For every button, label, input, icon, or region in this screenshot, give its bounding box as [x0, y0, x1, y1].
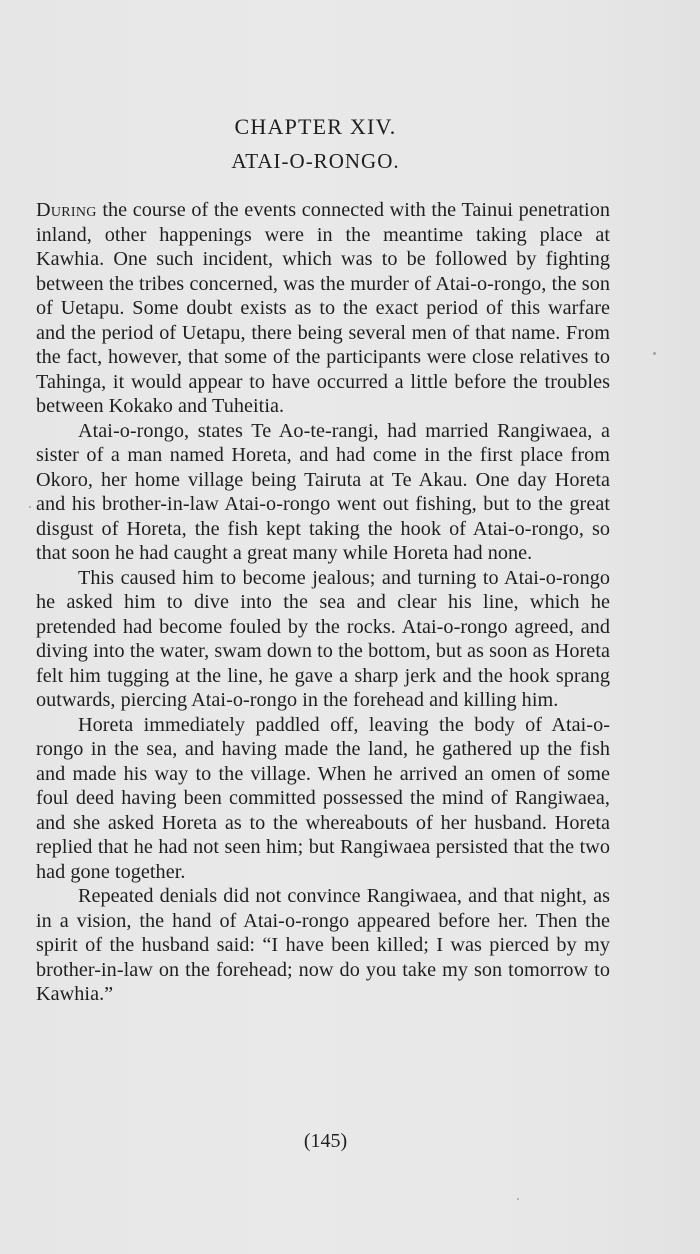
paragraph: This caused him to become jealous; and turning to Atai-o-rongo he asked him to dive into the sea and clear his line, which he pretended had become fouled by the rocks. Atai-o-rongo agreed, and diving into the water, swam down to the bottom, but as soon as Horeta felt him tugging at the line, he gave a sharp jerk and the hook sprang outwards, piercing Atai-o-rongo in the forehead and killing him. [36, 566, 610, 711]
chapter-heading: CHAPTER XIV. [234, 114, 397, 139]
paragraph: Repeated denials did not convince Rangiwaea, and that night, as in a vision, the hand of Atai-o-rongo appeared before her. Then the spirit of the husband said: “I have been killed; I was pierced by my brother-in-law on the forehead; now do you take my son tomorrow to Kawhia.” [36, 885, 610, 1005]
paragraph: Atai-o-rongo, states Te Ao-te-rangi, had married Rangiwaea, a sister of a man named Horeta, and had come in the first place from Okoro, her home village being Tairuta at Te Akau. One day Horeta and his brother-in-law Atai-o-rongo went out fishing, but to the great disgust of Horeta, the fish kept taking the hook of Atai-o-rongo, so that soon he had caught a great many while Horeta had none. [36, 419, 610, 564]
body-text [36, 198, 610, 1007]
chapter-title: ATAI-O-RONGO. [231, 149, 400, 173]
page-number: (145) [303, 1130, 348, 1152]
paragraph [36, 198, 610, 419]
paragraph-text: the course of the events connected with the Tainui penetration inland, other happenings were in the meantime taking place at Kawhia. One such incident, which was to be followed by fighting between the tribes concerned, was the murder of Atai-o-rongo, the son of Uetapu. Some doubt exists as to the exact period of this warfare and the period of Uetapu, there being several men of that name. From the fact, however, that some of the participants were close relatives to Tahinga, it would appear to have occurred a little before the troubles between Kokako and Tuheitia. [36, 199, 610, 417]
paragraph: Horeta immediately paddled off, leaving the body of Atai-o-rongo in the sea, and having made the land, he gathered up the fish and made his way to the village. When he arrived an omen of some foul deed having been committed possessed the mind of Rangiwaea, and she asked Horeta as to the whereabouts of her husband. Horeta replied that he had not seen him; but Rangiwaea persisted that the two had gone together. [36, 713, 610, 883]
paper-speck [517, 1198, 519, 1200]
paragraph-lead-word: During [36, 199, 97, 221]
paper-speck [29, 506, 31, 508]
paper-speck [653, 352, 656, 355]
